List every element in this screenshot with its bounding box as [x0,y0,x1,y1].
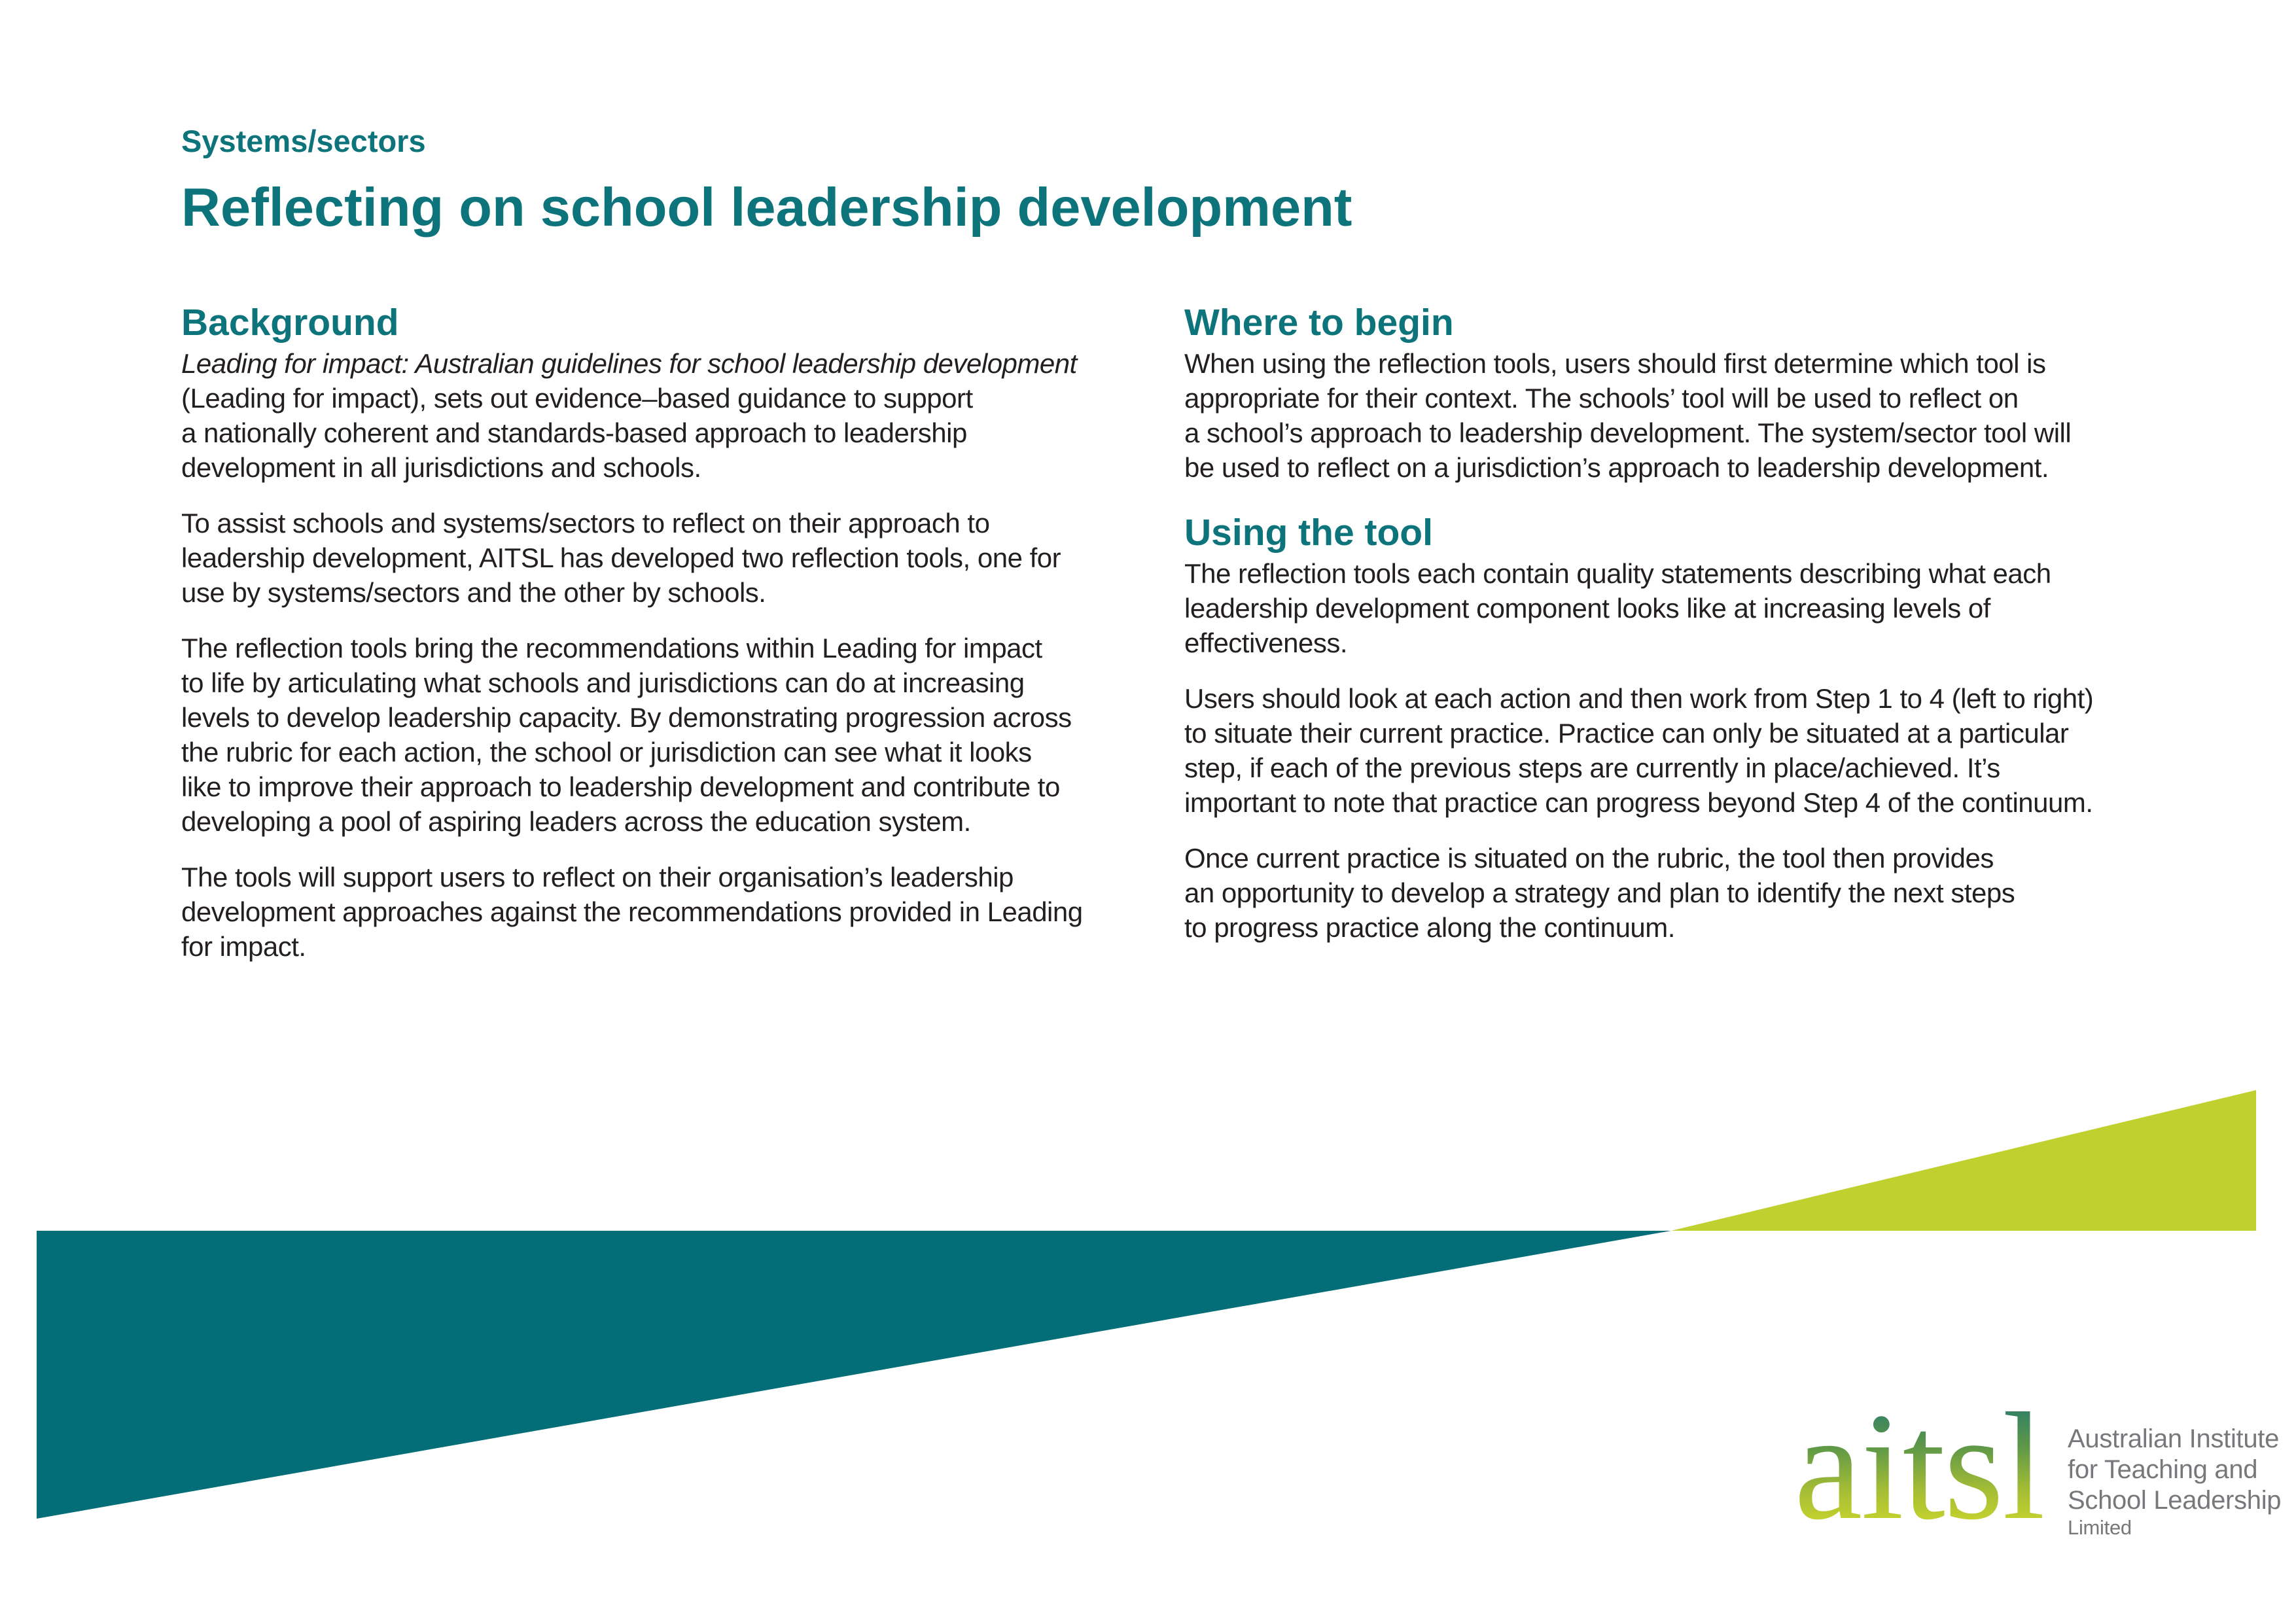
section-heading-using-the-tool: Using the tool [1184,512,1433,554]
text-line: Once current practice is situated on the rubric, the tool then provides [1184,843,1994,874]
text-line: use by systems/sectors and the other by schools. [181,577,766,608]
page-title: Reflecting on school leadership development [181,177,1352,238]
eyebrow-label: Systems/sectors [181,124,426,158]
logo-org-line: Australian Institute [2068,1424,2280,1453]
paragraph [181,506,1176,610]
section-heading-background: Background [181,302,399,344]
paragraph [181,346,1176,485]
text-line: development approaches against the recommendations provided in Leading [181,896,1083,927]
text-line: like to improve their approach to leadership development and contribute to [181,771,1060,802]
text-line: development in all jurisdictions and schools. [181,452,701,483]
text-line: a nationally coherent and standards-based approach to leadership [181,417,967,448]
logo-org-line: for Teaching and [2068,1455,2258,1484]
text-line: step, if each of the previous steps are currently in place/achieved. It’s [1184,752,2000,783]
paragraph [1184,346,2179,485]
text-line: effectiveness. [1184,627,1348,658]
text-line: to progress practice along the continuum. [1184,912,1675,943]
text-line: for impact. [181,931,306,962]
left-column [181,304,1176,985]
text-line: developing a pool of aspiring leaders across the education system. [181,806,971,837]
text-line: leadership development component looks like at increasing levels of [1184,593,1990,624]
paragraph [1184,841,2179,945]
lime-triangle-shape [1671,1090,2256,1231]
logo-limited-label: Limited [2068,1516,2132,1539]
paragraph [181,631,1176,839]
text-line: Users should look at each action and then work from Step 1 to 4 (left to right) [1184,683,2094,714]
text-line: leadership development, AITSL has developed two reflection tools, one for [181,542,1061,573]
teal-band-shape [37,1231,1671,1519]
text-line: levels to develop leadership capacity. By demonstrating progression across [181,702,1072,733]
text-line: To assist schools and systems/sectors to reflect on their approach to [181,508,990,538]
paragraph [181,860,1176,964]
text-line: The reflection tools each contain quality statements describing what each [1184,558,2051,589]
text-line: Leading for impact: Australian guidelines for school leadership development [181,348,1077,379]
text-line: important to note that practice can progress beyond Step 4 of the continuum. [1184,787,2093,818]
text-line: appropriate for their context. The schools’ tool will be used to reflect on [1184,383,2019,414]
text-line: to situate their current practice. Practice can only be situated at a particular [1184,718,2069,749]
text-line: an opportunity to develop a strategy and plan to identify the next steps [1184,877,2015,908]
aitsl-logo-text [2068,1424,2281,1540]
text-line: to life by articulating what schools and jurisdictions can do at increasing [181,667,1025,698]
right-column [1184,304,2179,966]
section-heading-where-to-begin: Where to begin [1184,302,1454,344]
aitsl-logo-wordmark: aitsl [1794,1381,2044,1551]
text-line: the rubric for each action, the school or jurisdiction can see what it looks [181,737,1032,768]
text-line: a school’s approach to leadership development. The system/sector tool will [1184,417,2072,448]
logo-org-line: School Leadership [2068,1486,2282,1515]
text-line: The reflection tools bring the recommendations within Leading for impact [181,633,1042,663]
text-line: be used to reflect on a jurisdiction’s approach to leadership development. [1184,452,2049,483]
text-line: The tools will support users to reflect on their organisation’s leadership [181,862,1014,892]
paragraph [1184,556,2179,660]
text-line: When using the reflection tools, users should first determine which tool is [1184,348,2046,379]
text-line: (Leading for impact), sets out evidence–based guidance to support [181,383,973,414]
paragraph [1184,681,2179,820]
